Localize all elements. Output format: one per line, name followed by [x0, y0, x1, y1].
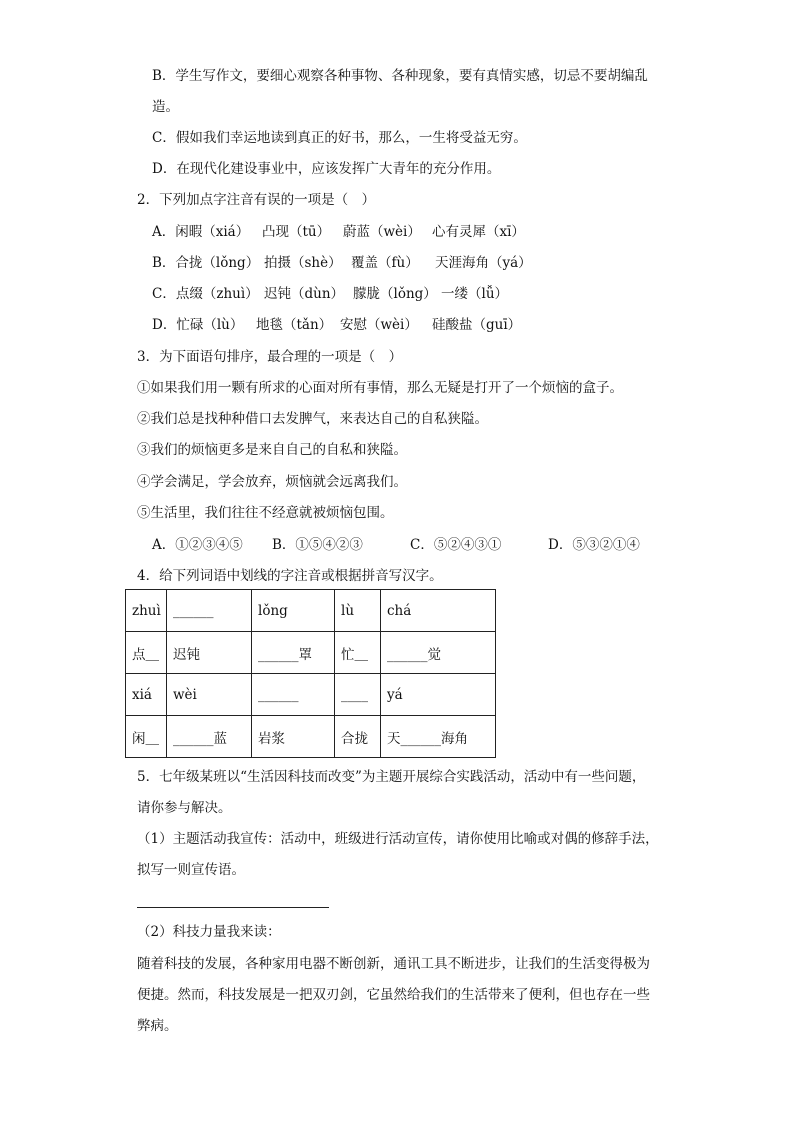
table-cell: 岩浆	[252, 716, 335, 758]
table-cell: 迟钝	[167, 632, 252, 674]
q2-option-b-item2: 拍摄（shè）	[264, 255, 342, 271]
q2-option-a-item2: 凸现（tū）	[262, 224, 331, 240]
q2-option-b-item4: 天涯海角（yá）	[435, 255, 532, 271]
q2-option-b-item3: 覆盖（fù）	[351, 255, 419, 271]
q2-option-d-item3: 安慰（wèi）	[340, 317, 418, 333]
q2-option-c-item4: 一缕（lǚ）	[441, 286, 509, 302]
table-cell: xiá	[126, 674, 167, 716]
q3-stem: 3．为下面语句排序，最合理的一项是（ ）	[137, 349, 403, 365]
table-cell: 闲＿	[126, 716, 167, 758]
q3-option-a: A．①②③④⑤	[152, 537, 243, 553]
q2-option-b-item1: B．合拢（lǒng）	[152, 255, 260, 271]
q3-sentence-4: ④学会满足，学会放弃，烦恼就会远离我们。	[137, 474, 407, 490]
q1-option-b-line1: B．学生写作文，要细心观察各种事物、各种现象，要有真情实感，切忌不要胡编乱	[152, 68, 648, 84]
table-cell: ____	[335, 674, 381, 716]
table-cell: ______蓝	[167, 716, 252, 758]
table-cell: ______觉	[381, 632, 496, 674]
table-cell: zhuì	[126, 590, 167, 632]
q2-option-d-item4: 硅酸盐（guī）	[432, 317, 522, 333]
table-cell: 合拢	[335, 716, 381, 758]
table-cell: lù	[335, 590, 381, 632]
table-cell: chá	[381, 590, 496, 632]
table-row	[126, 590, 496, 632]
table-cell: 天______海角	[381, 716, 496, 758]
q5-part2-title: （2）科技力量我来读：	[137, 924, 281, 940]
q4-stem: 4．给下列词语中划线的字注音或根据拼音写汉字。	[137, 568, 443, 584]
table-row	[126, 674, 496, 716]
q3-option-d: D．⑤③②①④	[548, 537, 640, 553]
pinyin-table	[125, 589, 496, 758]
table-cell: ______	[167, 590, 252, 632]
q5-stem-line1: 5．七年级某班以“生活因科技而改变”为主题开展综合实践活动，活动中有一些问题，	[137, 769, 646, 785]
table-cell: yá	[381, 674, 496, 716]
q2-option-a-item1: A．闲暇（xiá）	[152, 224, 250, 240]
q5-part2-line3: 弊病。	[137, 1018, 178, 1034]
table-row	[126, 716, 496, 758]
q1-option-d: D．在现代化建设事业中，应该发挥广大青年的充分作用。	[152, 161, 501, 177]
q1-option-b-line2: 造。	[152, 99, 179, 115]
q2-option-c-item1: C．点缀（zhuì）	[152, 286, 259, 302]
q2-option-d-item1: D．忙碌（lù）	[152, 317, 244, 333]
table-cell: ______	[252, 674, 335, 716]
table-cell: wèi	[167, 674, 252, 716]
q2-option-c-item3: 朦胧（lǒng）	[353, 286, 437, 302]
q2-option-a-item3: 蔚蓝（wèi）	[343, 224, 421, 240]
table-cell: 点＿	[126, 632, 167, 674]
q5-stem-line2: 请你参与解决。	[137, 800, 232, 816]
q5-part2-line2: 便捷。然而，科技发展是一把双刃剑，它虽然给我们的生活带来了便利，但也存在一些	[137, 987, 650, 1003]
q1-option-c: C．假如我们幸运地读到真正的好书，那么，一生将受益无穷。	[152, 130, 527, 146]
table-cell: 忙＿	[335, 632, 381, 674]
table-cell: lǒng	[252, 590, 335, 632]
q5-part1-line2: 拟写一则宣传语。	[137, 862, 245, 878]
q2-option-d-item2: 地毯（tǎn）	[256, 317, 333, 333]
q2-option-c-item2: 迟钝（dùn）	[264, 286, 345, 302]
q3-sentence-3: ③我们的烦恼更多是来自自己的自私和狭隘。	[137, 442, 407, 458]
q2-option-a-item4: 心有灵犀（xī）	[432, 224, 525, 240]
q3-sentence-5: ⑤生活里，我们往往不经意就被烦恼包围。	[137, 505, 394, 521]
q3-option-c: C．⑤②④③①	[410, 537, 502, 553]
q5-part1-line1: （1）主题活动我宣传：活动中，班级进行活动宣传，请你使用比喻或对偶的修辞手法，	[137, 831, 659, 847]
answer-line	[137, 907, 329, 908]
q5-part2-line1: 随着科技的发展，各种家用电器不断创新，通讯工具不断进步，让我们的生活变得极为	[137, 956, 650, 972]
q3-sentence-2: ②我们总是找种种借口去发脾气，来表达自己的自私狭隘。	[137, 411, 488, 427]
q2-stem: 2．下列加点字注音有误的一项是（ ）	[137, 192, 376, 208]
q3-option-b: B．①⑤④②③	[272, 537, 363, 553]
table-cell: ______罩	[252, 632, 335, 674]
table-row	[126, 632, 496, 674]
q3-sentence-1: ①如果我们用一颗有所求的心面对所有事情，那么无疑是打开了一个烦恼的盒子。	[137, 380, 623, 396]
